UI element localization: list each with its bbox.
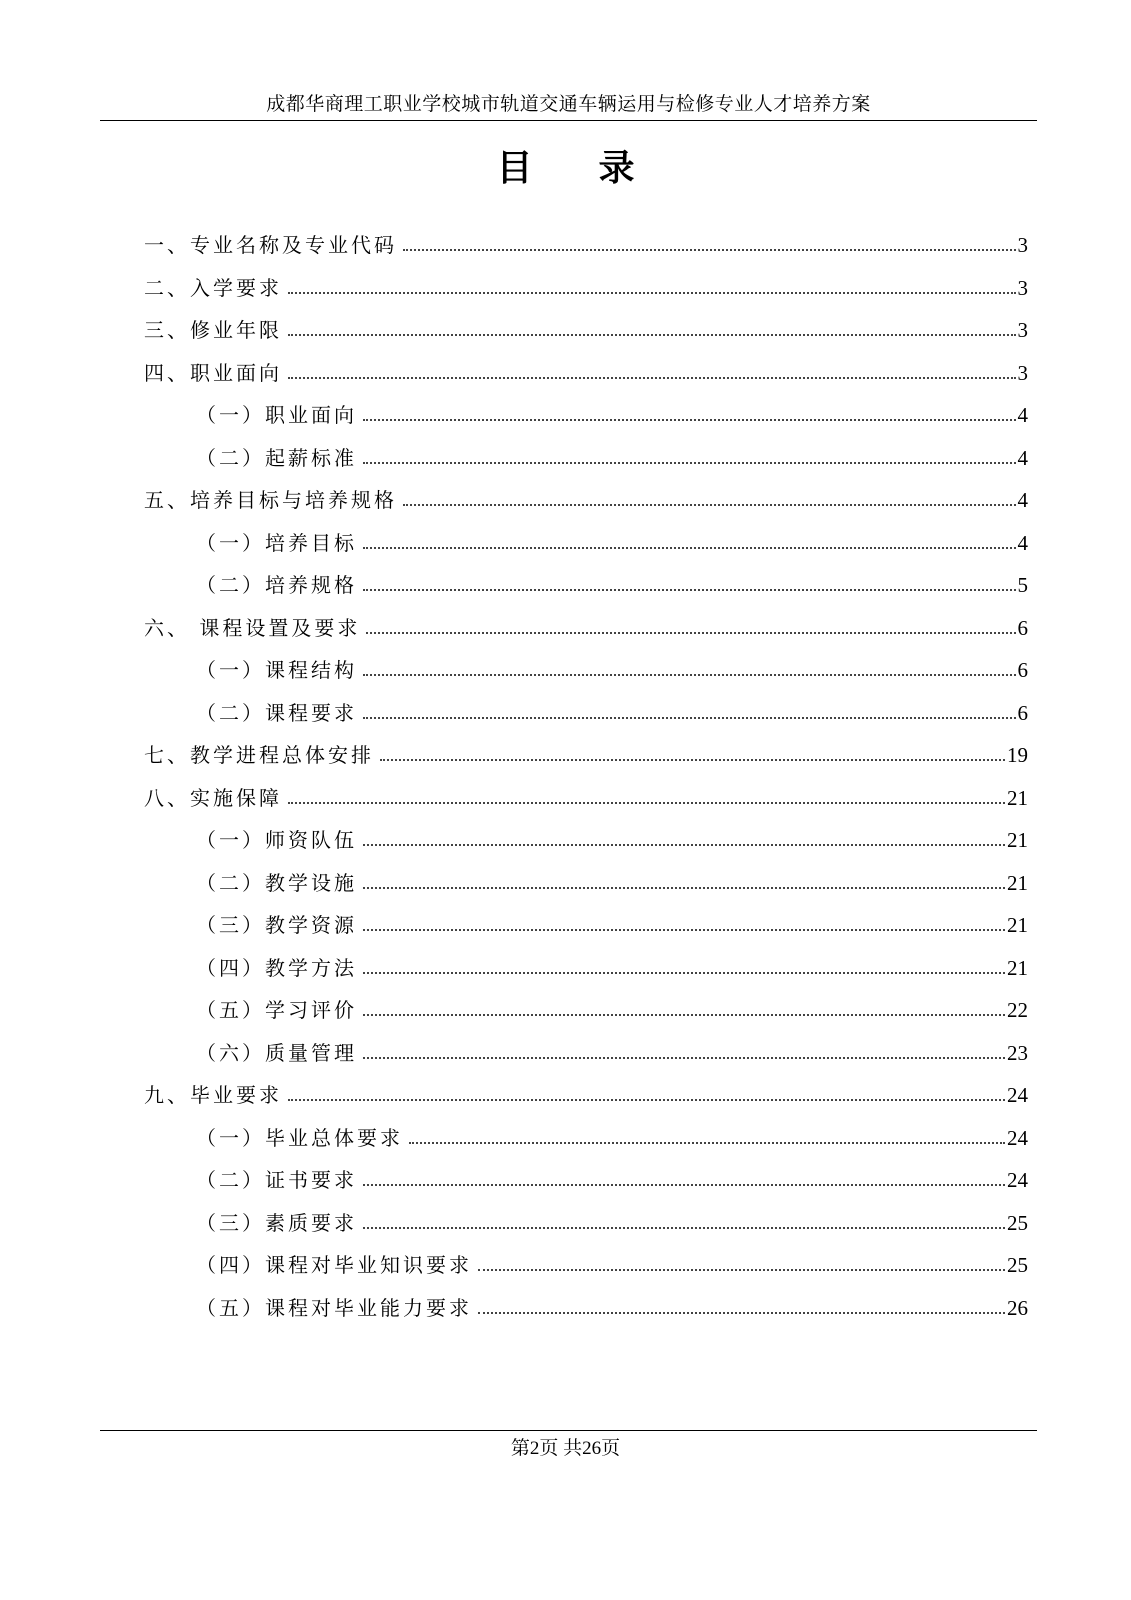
toc-entry-page-number: 3 <box>1017 275 1028 300</box>
toc-dot-leader <box>403 249 1016 251</box>
toc-dot-leader <box>478 1269 1005 1271</box>
toc-entry-label: 九、毕业要求 <box>144 1083 282 1108</box>
toc-dot-leader <box>363 844 1005 846</box>
toc-entry-page-number: 4 <box>1017 445 1028 470</box>
toc-entry[interactable] <box>0 1202 1131 1245</box>
toc-dot-leader <box>363 1014 1005 1016</box>
toc-entry[interactable] <box>0 1117 1131 1160</box>
toc-entry-label: （二）起薪标准 <box>196 445 357 470</box>
toc-entry-page-number: 21 <box>1007 955 1028 980</box>
toc-entry-page-number: 3 <box>1017 360 1028 385</box>
toc-entry-label: （二）课程要求 <box>196 700 357 725</box>
toc-entry[interactable] <box>0 309 1131 352</box>
toc-entry[interactable] <box>0 649 1131 692</box>
toc-entry-page-number: 25 <box>1007 1253 1028 1278</box>
toc-dot-leader <box>363 972 1005 974</box>
toc-entry[interactable] <box>0 734 1131 777</box>
toc-entry[interactable] <box>0 777 1131 820</box>
toc-entry-label: （一）毕业总体要求 <box>196 1125 403 1150</box>
toc-dot-leader <box>288 1099 1005 1101</box>
toc-entry-label: （五）课程对毕业能力要求 <box>196 1295 472 1320</box>
toc-entry-label: （三）教学资源 <box>196 913 357 938</box>
toc-entry[interactable] <box>0 437 1131 480</box>
toc-entry-page-number: 21 <box>1007 828 1028 853</box>
toc-dot-leader <box>363 1227 1005 1229</box>
toc-dot-leader <box>363 462 1016 464</box>
toc-entry[interactable] <box>0 819 1131 862</box>
toc-entry-page-number: 4 <box>1017 530 1028 555</box>
toc-entry-label: （六）质量管理 <box>196 1040 357 1065</box>
toc-entry-label: 五、培养目标与培养规格 <box>144 488 397 513</box>
toc-entry-label: 六、 课程设置及要求 <box>144 615 361 640</box>
toc-dot-leader <box>363 419 1016 421</box>
toc-entry-label: 三、修业年限 <box>144 318 282 343</box>
toc-dot-leader <box>288 334 1016 336</box>
toc-dot-leader <box>288 292 1016 294</box>
toc-dot-leader <box>403 504 1016 506</box>
toc-entry-page-number: 19 <box>1007 743 1028 768</box>
toc-entry-label: 一、专业名称及专业代码 <box>144 233 397 258</box>
toc-entry[interactable] <box>0 1074 1131 1117</box>
toc-dot-leader <box>288 802 1005 804</box>
toc-entry-label: 七、教学进程总体安排 <box>144 743 374 768</box>
toc-entry-page-number: 23 <box>1007 1040 1028 1065</box>
toc-entry-page-number: 4 <box>1017 403 1028 428</box>
toc-dot-leader <box>363 717 1016 719</box>
toc-entry-page-number: 24 <box>1007 1125 1028 1150</box>
toc-entry-label: （三）素质要求 <box>196 1210 357 1235</box>
toc-dot-leader <box>363 1057 1005 1059</box>
toc-entry-page-number: 4 <box>1017 488 1028 513</box>
toc-entry-label: （四）教学方法 <box>196 955 357 980</box>
toc-entry-label: 八、实施保障 <box>144 785 282 810</box>
toc-dot-leader <box>363 887 1005 889</box>
toc-entry-page-number: 24 <box>1007 1168 1028 1193</box>
toc-entry-label: （一）职业面向 <box>196 403 357 428</box>
toc-entry[interactable] <box>0 1159 1131 1202</box>
page-header-title: 成都华商理工职业学校城市轨道交通车辆运用与检修专业人才培养方案 <box>266 93 871 115</box>
header-divider <box>100 120 1037 121</box>
toc-dot-leader <box>288 377 1016 379</box>
toc-entry-page-number: 25 <box>1007 1210 1028 1235</box>
toc-dot-leader <box>409 1142 1005 1144</box>
toc-entry-page-number: 6 <box>1017 615 1028 640</box>
toc-entry[interactable] <box>0 1244 1131 1287</box>
toc-entry-page-number: 3 <box>1017 233 1028 258</box>
footer-divider <box>100 1430 1037 1431</box>
toc-entry[interactable] <box>0 947 1131 990</box>
toc-entry[interactable] <box>0 1032 1131 1075</box>
toc-entry-label: （二）教学设施 <box>196 870 357 895</box>
toc-entry[interactable] <box>0 692 1131 735</box>
toc-entry-label: 四、职业面向 <box>144 360 282 385</box>
toc-entry-label: （一）课程结构 <box>196 658 357 683</box>
toc-entry[interactable] <box>0 607 1131 650</box>
toc-dot-leader <box>478 1312 1005 1314</box>
toc-dot-leader <box>363 589 1016 591</box>
toc-entry-label: （一）师资队伍 <box>196 828 357 853</box>
toc-entry-label: （一）培养目标 <box>196 530 357 555</box>
toc-entry[interactable] <box>0 1287 1131 1330</box>
toc-entry[interactable] <box>0 904 1131 947</box>
toc-entry-page-number: 21 <box>1007 870 1028 895</box>
toc-entry-label: （二）证书要求 <box>196 1168 357 1193</box>
toc-entry-label: （二）培养规格 <box>196 573 357 598</box>
toc-entry-page-number: 6 <box>1017 658 1028 683</box>
toc-entry[interactable] <box>0 394 1131 437</box>
toc-title: 目录 <box>496 147 701 189</box>
toc-entry-page-number: 22 <box>1007 998 1028 1023</box>
toc-entry-label: 二、入学要求 <box>144 275 282 300</box>
toc-dot-leader <box>363 1184 1005 1186</box>
toc-entry[interactable] <box>0 267 1131 310</box>
toc-entry[interactable] <box>0 564 1131 607</box>
toc-entry[interactable] <box>0 224 1131 267</box>
toc-entry-page-number: 21 <box>1007 785 1028 810</box>
toc-dot-leader <box>363 547 1016 549</box>
toc-entry[interactable] <box>0 522 1131 565</box>
toc-entry-page-number: 24 <box>1007 1083 1028 1108</box>
toc-entry-page-number: 26 <box>1007 1295 1028 1320</box>
toc-entry-page-number: 21 <box>1007 913 1028 938</box>
toc-dot-leader <box>363 674 1016 676</box>
toc-entry-label: （四）课程对毕业知识要求 <box>196 1253 472 1278</box>
toc-entry[interactable] <box>0 989 1131 1032</box>
toc-entry[interactable] <box>0 352 1131 395</box>
toc-entry[interactable] <box>0 479 1131 522</box>
page-footer: 第2页 共26页 <box>510 1438 621 1459</box>
toc-dot-leader <box>363 929 1005 931</box>
toc-list <box>0 224 1131 1329</box>
toc-entry[interactable] <box>0 862 1131 905</box>
toc-dot-leader <box>380 759 1005 761</box>
toc-entry-page-number: 6 <box>1017 700 1028 725</box>
toc-entry-page-number: 5 <box>1017 573 1028 598</box>
toc-dot-leader <box>366 632 1015 634</box>
toc-entry-label: （五）学习评价 <box>196 998 357 1023</box>
toc-entry-page-number: 3 <box>1017 318 1028 343</box>
